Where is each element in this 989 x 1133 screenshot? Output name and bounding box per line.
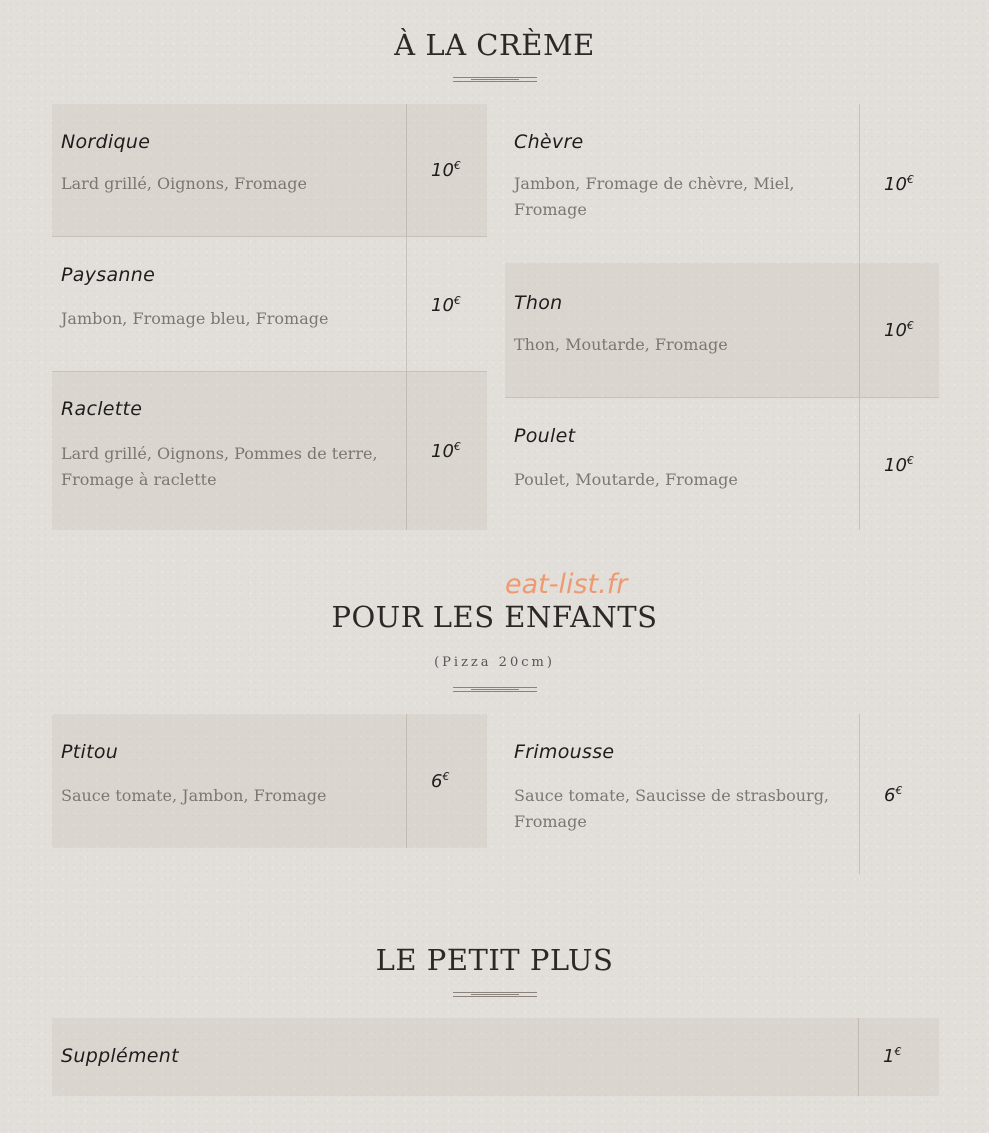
- title-divider: [453, 687, 537, 692]
- item-desc: Poulet, Moutarde, Fromage: [514, 470, 738, 489]
- section-title-creme: À LA CRÈME: [394, 28, 595, 62]
- item-price: 10€: [431, 294, 461, 316]
- menu-item: [505, 714, 939, 874]
- item-name: Frimousse: [514, 741, 615, 763]
- price-column: [858, 1018, 939, 1096]
- item-name: Poulet: [514, 425, 576, 447]
- menu-item: [52, 714, 487, 848]
- item-name: Supplément: [61, 1045, 179, 1067]
- menu-item: [52, 1018, 939, 1096]
- item-price: 10€: [431, 159, 461, 181]
- menu-item: [52, 104, 487, 236]
- item-price: 10€: [884, 319, 914, 341]
- item-name: Raclette: [61, 398, 143, 420]
- price-column: [406, 237, 486, 371]
- menu-item: [505, 398, 939, 530]
- price-column: [859, 398, 939, 530]
- price-column: [406, 714, 486, 848]
- title-divider: [453, 992, 537, 997]
- item-name: Paysanne: [61, 264, 156, 286]
- item-price: 6€: [431, 770, 450, 792]
- item-price: 10€: [884, 173, 914, 195]
- price-column: [859, 263, 939, 397]
- price-column: [406, 104, 486, 236]
- menu-item: [52, 372, 487, 530]
- section-title-plus: LE PETIT PLUS: [375, 943, 614, 977]
- item-name: Nordique: [61, 131, 151, 153]
- item-price: 6€: [884, 784, 903, 806]
- item-desc: Lard grillé, Oignons, Pommes de terre, Fromage à raclette: [61, 444, 378, 489]
- section-title-enfants: POUR LES ENFANTS: [331, 600, 658, 634]
- menu-item: [52, 237, 487, 371]
- price-column: [859, 104, 939, 262]
- item-name: Chèvre: [514, 131, 584, 153]
- item-desc: Lard grillé, Oignons, Fromage: [61, 174, 307, 193]
- item-desc: Jambon, Fromage de chèvre, Miel, Fromage: [514, 174, 795, 219]
- item-price: 1€: [883, 1045, 902, 1067]
- menu-item: [505, 263, 939, 397]
- watermark-text: eat-list.fr: [505, 569, 628, 600]
- item-desc: Thon, Moutarde, Fromage: [514, 335, 728, 354]
- section-subtitle: (Pizza 20cm): [434, 655, 555, 670]
- title-divider: [453, 77, 537, 82]
- price-column: [859, 714, 939, 874]
- item-price: 10€: [431, 440, 461, 462]
- item-desc: Sauce tomate, Jambon, Fromage: [61, 786, 327, 805]
- item-desc: Jambon, Fromage bleu, Fromage: [61, 309, 329, 328]
- item-name: Ptitou: [61, 741, 119, 763]
- item-desc: Sauce tomate, Saucisse de strasbourg, Fromage: [514, 786, 830, 831]
- item-name: Thon: [514, 292, 563, 314]
- price-column: [406, 372, 486, 530]
- item-price: 10€: [884, 454, 914, 476]
- menu-item: [505, 104, 939, 262]
